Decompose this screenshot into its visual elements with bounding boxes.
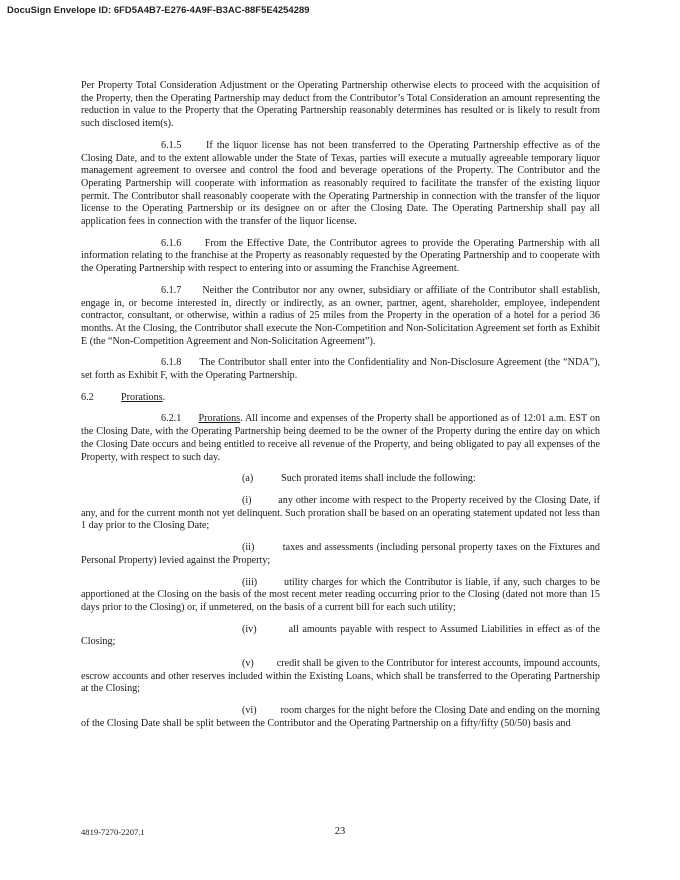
paragraph-number: 6.2.1 <box>161 413 199 425</box>
paragraph-6-2-1 <box>81 413 600 464</box>
paragraph-text: . All income and expenses of the Property shall be apportioned as of 12:01 a.m. EST on the Closing Date, with the Operating Partnership being deemed to be the owner of the Property during the entire day on which the Closing Date occurs and being entitled to receive all revenue of the Property, and being obligated to pay all expenses of the Property, with respect to such day. <box>81 413 601 463</box>
document-id: 4819-7270-2207.1 <box>81 827 145 837</box>
paragraph-6-1-6: 6.1.6 From the Effective Date, the Contributor agrees to provide the Operating Partnership with all information relating to the franchise at the Property as reasonably requested by the Operating Partnership and to cooperate with the Operating Partnership with respect to entering into or assuming the Franchise Agreement. <box>81 237 600 275</box>
section-6-2-heading <box>81 392 600 405</box>
section-title: Prorations <box>121 391 163 403</box>
item-vi: (vi) room charges for the night before the Closing Date and ending on the morning of the Closing Date shall be split between the Contributor and the Operating Partnership on a fifty/fifty (50/50) basis and <box>81 705 600 729</box>
paragraph-6-1-7: 6.1.7 Neither the Contributor nor any owner, subsidiary or affiliate of the Contributor shall establish, engage in, or become interested in, directly or indirectly, as an owner, partner, agent, shareholder, employee, independent contractor, consultant, or otherwise, within a radius of 25 miles from the Property in the operation of a hotel for a period 36 months. At the Closing, the Contributor shall execute the Non-Competition and Non-Solicitation Agreement set forth as Exhibit E (the “Non-Competition Agreement and Non-Solicitation Agreement”). <box>81 284 600 347</box>
paragraph-intro: Per Property Total Consideration Adjustment or the Operating Partnership otherwise elects to proceed with the acquisition of the Property, then the Operating Partnership may deduct from the Contributor’s Total Consideration an amount representing the reduction in value to the Property that the Operating Partnership reasonably determines has resulted or is likely to result from such disclosed item(s). <box>81 80 600 130</box>
page-number: 23 <box>334 826 346 837</box>
item-i: (i) any other income with respect to the Property received by the Closing Date, if any, and for the current month not yet delinquent. Such proration shall be based on an operating statement updated not less than 1 day prior to the Closing Date; <box>81 494 600 532</box>
subparagraph-a: (a) Such prorated items shall include the following: <box>242 473 476 485</box>
item-iv: (iv) all amounts payable with respect to Assumed Liabilities in effect as of the Closing; <box>81 623 600 648</box>
paragraph-heading: Prorations <box>198 413 241 425</box>
document-body <box>81 80 600 740</box>
section-number: 6.2 <box>81 391 94 403</box>
item-ii: (ii) taxes and assessments (including personal property taxes on the Fixtures and Personal Property) levied against the Property; <box>81 542 600 566</box>
docusign-envelope-id: DocuSign Envelope ID: 6FD5A4B7-E276-4A9F-B3AC-88F5E4254289 <box>7 4 310 15</box>
item-v: (v) credit shall be given to the Contributor for interest accounts, impound accounts, escrow accounts and other reserves included within the Existing Loans, which shall be transferred to the Operating Partnership at the Closing; <box>81 658 600 695</box>
section-title-period: . <box>162 391 166 403</box>
paragraph-6-1-5: 6.1.5 If the liquor license has not been transferred to the Operating Partnership effective as of the Closing Date, and to the extent allowable under the State of Texas, parties will execute a mutually agreeable temporary liquor management agreement to oversee and control the food and beverage operations of the Property. The Contributor and the Operating Partnership will cooperate with information as reasonably required to facilitate the transfer of the existing liquor permit. The Contributor shall reasonably cooperate with the Operating Partnership in connection with the transfer of the liquor license to the Operating Partnership or its designee on or after the Closing Date. The Operating Partnership shall pay all application fees in connection with the transfer of the liquor license. <box>81 139 600 228</box>
paragraph-6-1-8: 6.1.8 The Contributor shall enter into the Confidentiality and Non-Disclosure Agreement (the “NDA”), set forth as Exhibit F, with the Operating Partnership. <box>81 357 600 382</box>
item-iii: (iii) utility charges for which the Contributor is liable, if any, such charges to be apportioned at the Closing on the basis of the most recent meter reading occurring prior to the Closing (dated not more than 15 days prior to the Closing) or, if unmetered, on the basis of a current bill for each such utility; <box>81 576 600 613</box>
